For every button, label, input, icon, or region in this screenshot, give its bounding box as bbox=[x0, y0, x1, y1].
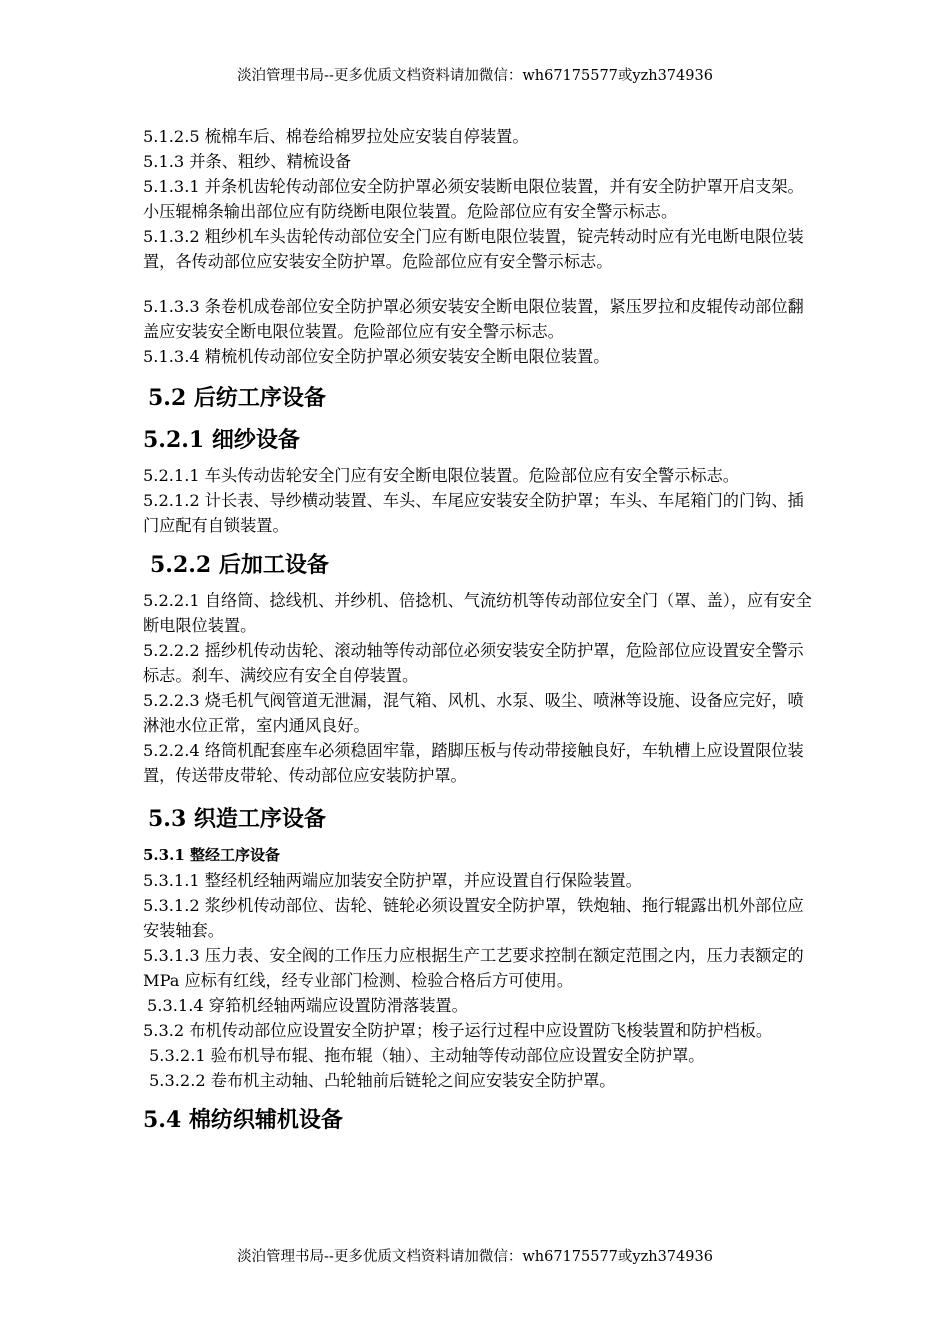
paragraph-5-3-1-2: 5.3.1.2 浆纱机传动部位、齿轮、链轮必须设置安全防护罩，铁炮轴、拖行辊露出机外部位应安装轴套。 bbox=[143, 896, 804, 940]
heading-5-2-2: 5.2.2 后加工设备 bbox=[150, 552, 329, 578]
spacer bbox=[143, 274, 818, 294]
paragraph-5-3-1-4: 5.3.1.4 穿筘机经轴两端应设置防滑落装置。 bbox=[147, 996, 468, 1015]
heading-5-4: 5.4 棉纺织辅机设备 bbox=[143, 1107, 343, 1133]
paragraph-5-1-3-4: 5.1.3.4 精梳机传动部位安全防护罩必须安装安全断电限位装置。 bbox=[143, 347, 610, 366]
paragraph-5-3-1-1: 5.3.1.1 整经机经轴两端应加装安全防护罩，并应设置自行保险装置。 bbox=[143, 871, 642, 890]
heading-5-3: 5.3 织造工序设备 bbox=[148, 806, 326, 832]
paragraph-5-3-2-2: 5.3.2.2 卷布机主动轴、凸轮轴前后链轮之间应安装安全防护罩。 bbox=[149, 1071, 616, 1090]
subheading-5-1-3: 5.1.3 并条、粗纱、精梳设备 bbox=[143, 152, 352, 171]
paragraph-5-1-2-5: 5.1.2.5 梳棉车后、棉卷给棉罗拉处应安装自停装置。 bbox=[143, 127, 529, 146]
paragraph-5-2-1-1: 5.2.1.1 车头传动齿轮安全门应有安全断电限位装置。危险部位应有安全警示标志。 bbox=[143, 466, 739, 485]
paragraph-5-1-3-3: 5.1.3.3 条卷机成卷部位安全防护罩必须安装安全断电限位装置，紧压罗拉和皮辊传动部位翻盖应安装安全断电限位装置。危险部位应有安全警示标志。 bbox=[143, 297, 804, 341]
paragraph-5-1-3-2: 5.1.3.2 粗纱机车头齿轮传动部位安全门应有断电限位装置，锭壳转动时应有光电断电限位装置，各传动部位应安装安全防护罩。危险部位应有安全警示标志。 bbox=[143, 227, 804, 271]
page-header: 淡泊管理书局--更多优质文档资料请加微信：wh67175577或yzh374936 bbox=[237, 68, 713, 84]
heading-5-2: 5.2 后纺工序设备 bbox=[148, 385, 326, 411]
paragraph-5-2-2-3: 5.2.2.3 烧毛机气阀管道无泄漏，混气箱、风机、水泵、吸尘、喷淋等设施、设备应完好，喷淋池水位正常，室内通风良好。 bbox=[143, 691, 804, 735]
paragraph-5-2-2-2: 5.2.2.2 摇纱机传动齿轮、滚动轴等传动部位必须安装安全防护罩，危险部位应设置安全警示标志。刹车、满绞应有安全自停装置。 bbox=[143, 641, 804, 685]
paragraph-5-1-3-1: 5.1.3.1 并条机齿轮传动部位安全防护罩必须安装断电限位装置，并有安全防护罩开启支架。小压辊棉条输出部位应有防绕断电限位装置。危险部位应有安全警示标志。 bbox=[143, 177, 804, 221]
paragraph-5-2-2-4: 5.2.2.4 络筒机配套座车必须稳固牢靠，踏脚压板与传动带接触良好，车轨槽上应设置限位装置，传送带皮带轮、传动部位应安装防护罩。 bbox=[143, 741, 804, 785]
paragraph-5-3-1-3: 5.3.1.3 压力表、安全阀的工作压力应根据生产工艺要求控制在额定范围之内，压力表额定的 MPa 应标有红线，经专业部门检测、检验合格后方可使用。 bbox=[143, 946, 804, 990]
heading-5-2-1: 5.2.1 细纱设备 bbox=[143, 427, 300, 453]
heading-5-3-1: 5.3.1 整经工序设备 bbox=[143, 846, 280, 864]
paragraph-5-3-2-1: 5.3.2.1 验布机导布辊、拖布辊（轴）、主动轴等传动部位应设置安全防护罩。 bbox=[149, 1046, 705, 1065]
paragraph-5-2-1-2: 5.2.1.2 计长表、导纱横动装置、车头、车尾应安装安全防护罩；车头、车尾箱门的门钩、插门应配有自锁装置。 bbox=[143, 491, 804, 535]
paragraph-5-3-2: 5.3.2 布机传动部位应设置安全防护罩；梭子运行过程中应设置防飞梭装置和防护档板。 bbox=[143, 1021, 773, 1040]
paragraph-5-2-2-1: 5.2.2.1 自络筒、捻线机、并纱机、倍捻机、气流纺机等传动部位安全门（罩、盖），应有安全断电限位装置。 bbox=[143, 591, 812, 635]
document-body bbox=[143, 124, 818, 1143]
page-footer: 淡泊管理书局--更多优质文档资料请加微信：wh67175577或yzh374936 bbox=[237, 1249, 713, 1265]
